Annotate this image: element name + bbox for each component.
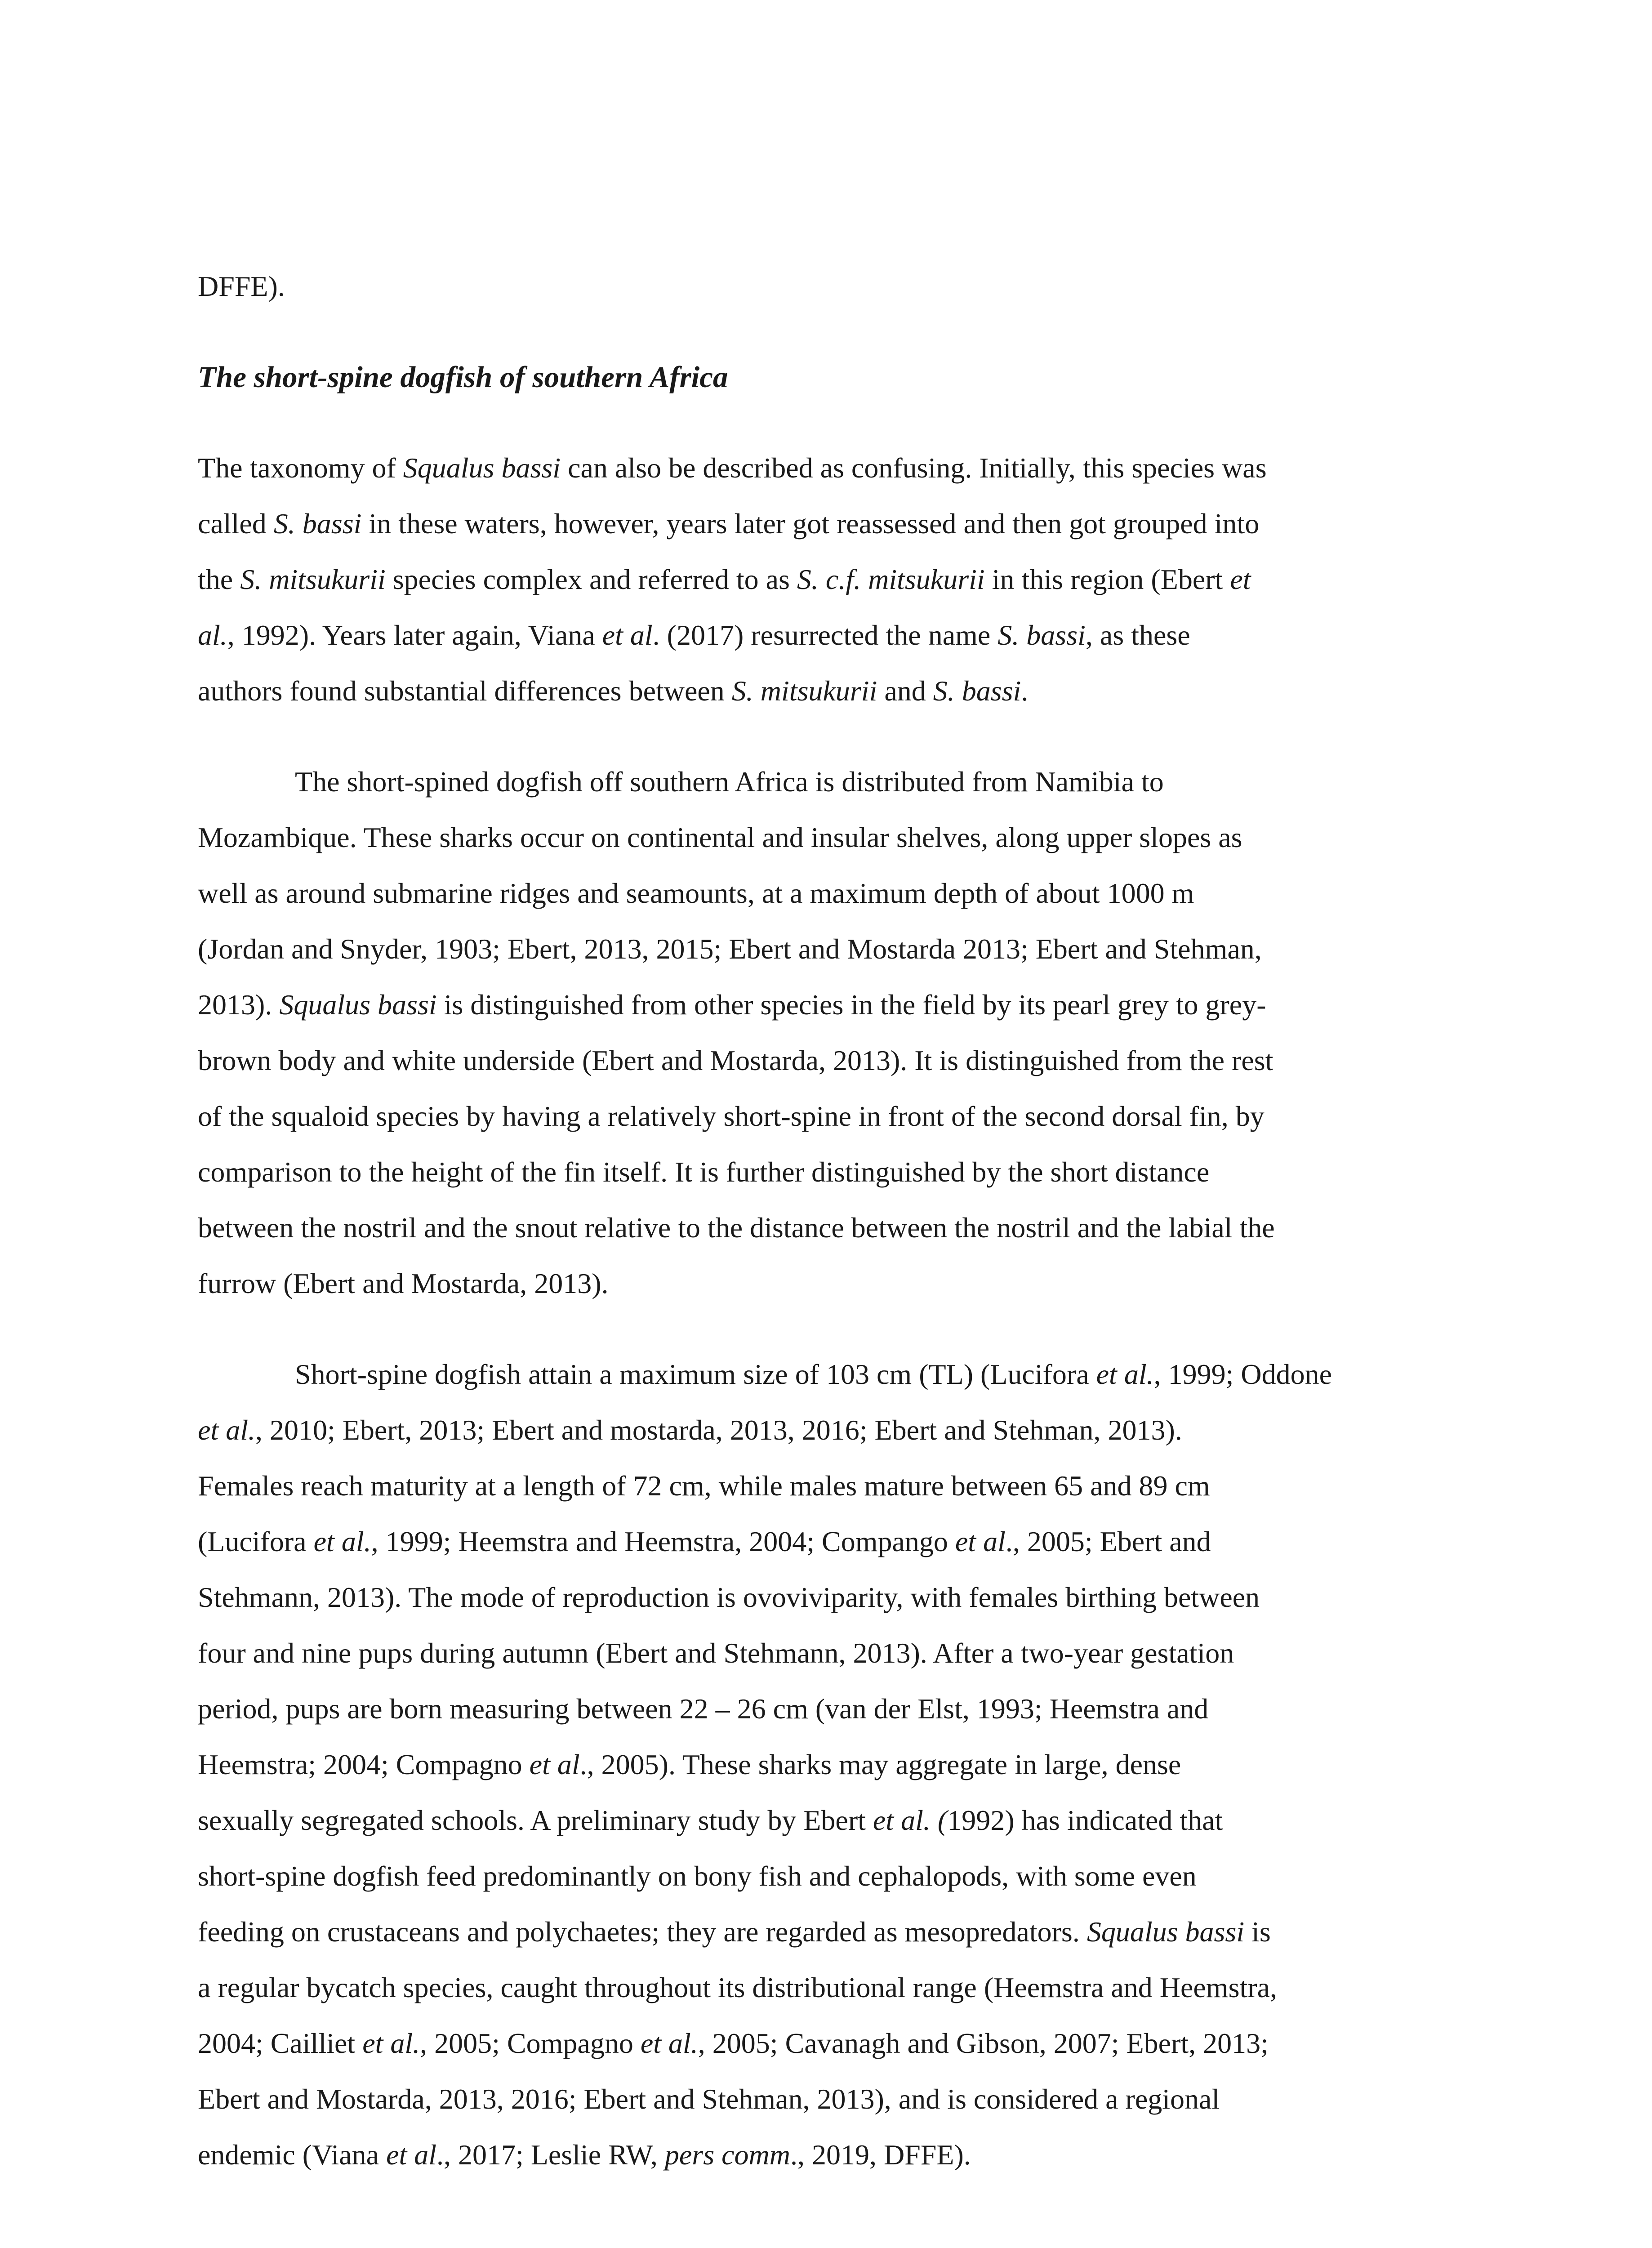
italic-text: et al.	[362, 2027, 420, 2059]
italic-text: Squalus bassi	[403, 452, 561, 484]
text-segment: in these waters, however, years later got reassessed and then got grouped into	[361, 508, 1260, 540]
text-line	[198, 1088, 1483, 1144]
text-segment: 2004; Cailliet	[198, 2027, 363, 2059]
italic-text: S. bassi	[273, 508, 362, 540]
italic-text: et al. (	[873, 1804, 948, 1836]
text-segment: Heemstra; 2004; Compagno	[198, 1748, 530, 1780]
italic-text: et al	[529, 1748, 580, 1780]
italic-text: et	[1230, 563, 1251, 595]
text-line	[198, 1347, 1483, 1402]
text-segment: , 1992). Years later again, Viana	[227, 619, 602, 651]
text-segment: Females reach maturity at a length of 72 cm, while males mature between 65 and 89 cm	[198, 1470, 1210, 1502]
italic-text: Squalus bassi	[1086, 1916, 1245, 1948]
italic-text: Squalus bassi	[279, 989, 437, 1021]
text-line	[198, 2127, 1483, 2183]
text-segment: , 2005; Cavanagh and Gibson, 2007; Ebert, 2013;	[698, 2027, 1269, 2059]
italic-text: et al	[955, 1525, 1006, 1557]
text-segment: period, pups are born measuring between 22 – 26 cm (van der Elst, 1993; Heemstra and	[198, 1693, 1209, 1725]
text-segment: brown body and white underside (Ebert and Mostarda, 2013). It is distinguished from the rest	[198, 1044, 1274, 1076]
text-segment: can also be described as confusing. Initially, this species was	[561, 452, 1267, 484]
section-heading: The short-spine dogfish of southern Africa	[198, 361, 728, 394]
text-segment: The short-spined dogfish off southern Africa is distributed from Namibia to	[295, 766, 1164, 798]
paragraphs	[198, 440, 1483, 2183]
text-segment: 2013).	[198, 989, 280, 1021]
italic-text: al.	[198, 619, 227, 651]
text-segment: , as these	[1085, 619, 1190, 651]
text-line	[198, 754, 1483, 810]
text-segment: Ebert and Mostarda, 2013, 2016; Ebert and Stehman, 2013), and is considered a regional	[198, 2083, 1220, 2115]
text-segment: in this region (Ebert	[984, 563, 1230, 595]
text-segment: sexually segregated schools. A preliminary study by Ebert	[198, 1804, 873, 1836]
text-segment: well as around submarine ridges and seamounts, at a maximum depth of about 1000 m	[198, 877, 1194, 909]
text-segment: of the squaloid species by having a relatively short-spine in front of the second dorsal fin, by	[198, 1100, 1265, 1132]
paragraph	[198, 754, 1483, 1311]
text-segment: (Jordan and Snyder, 1903; Ebert, 2013, 2015; Ebert and Mostarda 2013; Ebert and Stehman,	[198, 933, 1262, 965]
text-line	[198, 865, 1483, 921]
text-segment: called	[198, 508, 274, 540]
text-line	[198, 2071, 1483, 2127]
text-line	[198, 1458, 1483, 1514]
text-segment: (Lucifora	[198, 1525, 314, 1557]
text-segment: between the nostril and the snout relative to the distance between the nostril and the labial the	[198, 1212, 1275, 1244]
italic-text: S. bassi	[997, 619, 1086, 651]
text-line	[198, 607, 1483, 663]
text-segment: endemic (Viana	[198, 2139, 387, 2171]
text-segment: The taxonomy of	[198, 452, 403, 484]
text-segment: ., 2005). These sharks may aggregate in large, dense	[579, 1748, 1181, 1780]
text-line	[198, 1737, 1483, 1793]
text-line	[198, 1793, 1483, 1848]
italic-text: S. mitsukurii	[240, 563, 386, 595]
text-segment: furrow (Ebert and Mostarda, 2013).	[198, 1267, 609, 1299]
carry-over-line: DFFE).	[198, 270, 285, 302]
text-line	[198, 1144, 1483, 1200]
italic-text: S. c.f. mitsukurii	[797, 563, 985, 595]
text-segment: a regular bycatch species, caught throughout its distributional range (Heemstra and Heemstra,	[198, 1971, 1277, 2003]
text-line	[198, 1514, 1483, 1570]
text-line	[198, 1625, 1483, 1681]
italic-text: et al.	[640, 2027, 698, 2059]
italic-text: et al.	[1096, 1358, 1154, 1390]
text-segment: , 2005; Compagno	[420, 2027, 641, 2059]
text-segment: the	[198, 563, 240, 595]
text-line	[198, 921, 1483, 977]
italic-text: S. mitsukurii	[731, 675, 877, 707]
italic-text: et al	[386, 2139, 437, 2171]
text-line	[198, 1256, 1483, 1311]
text-segment: is distinguished from other species in the field by its pearl grey to grey-	[436, 989, 1266, 1021]
text-line	[198, 810, 1483, 865]
italic-text: et al.	[313, 1525, 371, 1557]
text-segment: feeding on crustaceans and polychaetes; they are regarded as mesopredators.	[198, 1916, 1087, 1948]
text-segment: Short-spine dogfish attain a maximum size of 103 cm (TL) (Lucifora	[295, 1358, 1096, 1390]
text-line	[198, 1402, 1483, 1458]
text-line	[198, 552, 1483, 607]
text-line	[198, 1681, 1483, 1737]
text-segment: .	[1021, 675, 1029, 707]
text-line	[198, 1904, 1483, 1960]
text-line	[198, 1200, 1483, 1256]
text-segment: ., 2005; Ebert and	[1005, 1525, 1211, 1557]
text-segment: short-spine dogfish feed predominantly on bony fish and cephalopods, with some even	[198, 1860, 1197, 1892]
text-segment: and	[877, 675, 933, 707]
text-line	[198, 663, 1483, 719]
body-text	[198, 259, 1483, 2218]
text-line	[198, 496, 1483, 552]
italic-text: et al	[602, 619, 653, 651]
italic-text: et al.	[198, 1414, 255, 1446]
text-line	[198, 1848, 1483, 1904]
text-segment: comparison to the height of the fin itself. It is further distinguished by the short distance	[198, 1156, 1210, 1188]
text-line	[198, 1960, 1483, 2016]
text-line	[198, 440, 1483, 496]
text-line	[198, 977, 1483, 1033]
text-line	[198, 1033, 1483, 1088]
text-segment: authors found substantial differences between	[198, 675, 732, 707]
text-segment: ., 2017; Leslie RW,	[436, 2139, 665, 2171]
paragraph	[198, 1347, 1483, 2183]
italic-text: S. bassi	[933, 675, 1021, 707]
text-segment: . (2017) resurrected the name	[652, 619, 998, 651]
text-line	[198, 2016, 1483, 2071]
italic-text: pers comm	[664, 2139, 790, 2171]
text-segment: Mozambique. These sharks occur on continental and insular shelves, along upper slopes as	[198, 821, 1242, 853]
text-segment: ., 2019, DFFE).	[790, 2139, 971, 2171]
text-segment: species complex and referred to as	[385, 563, 797, 595]
text-segment: , 2010; Ebert, 2013; Ebert and mostarda, 2013, 2016; Ebert and Stehman, 2013).	[255, 1414, 1182, 1446]
text-segment: 1992) has indicated that	[947, 1804, 1223, 1836]
text-segment: , 1999; Heemstra and Heemstra, 2004; Compango	[371, 1525, 955, 1557]
text-segment: is	[1244, 1916, 1271, 1948]
paragraph	[198, 440, 1483, 719]
text-segment: Stehmann, 2013). The mode of reproduction is ovoviviparity, with females birthing between	[198, 1581, 1260, 1613]
text-segment: , 1999; Oddone	[1153, 1358, 1332, 1390]
text-line	[198, 1570, 1483, 1625]
text-segment: four and nine pups during autumn (Ebert and Stehmann, 2013). After a two-year gestation	[198, 1637, 1234, 1669]
